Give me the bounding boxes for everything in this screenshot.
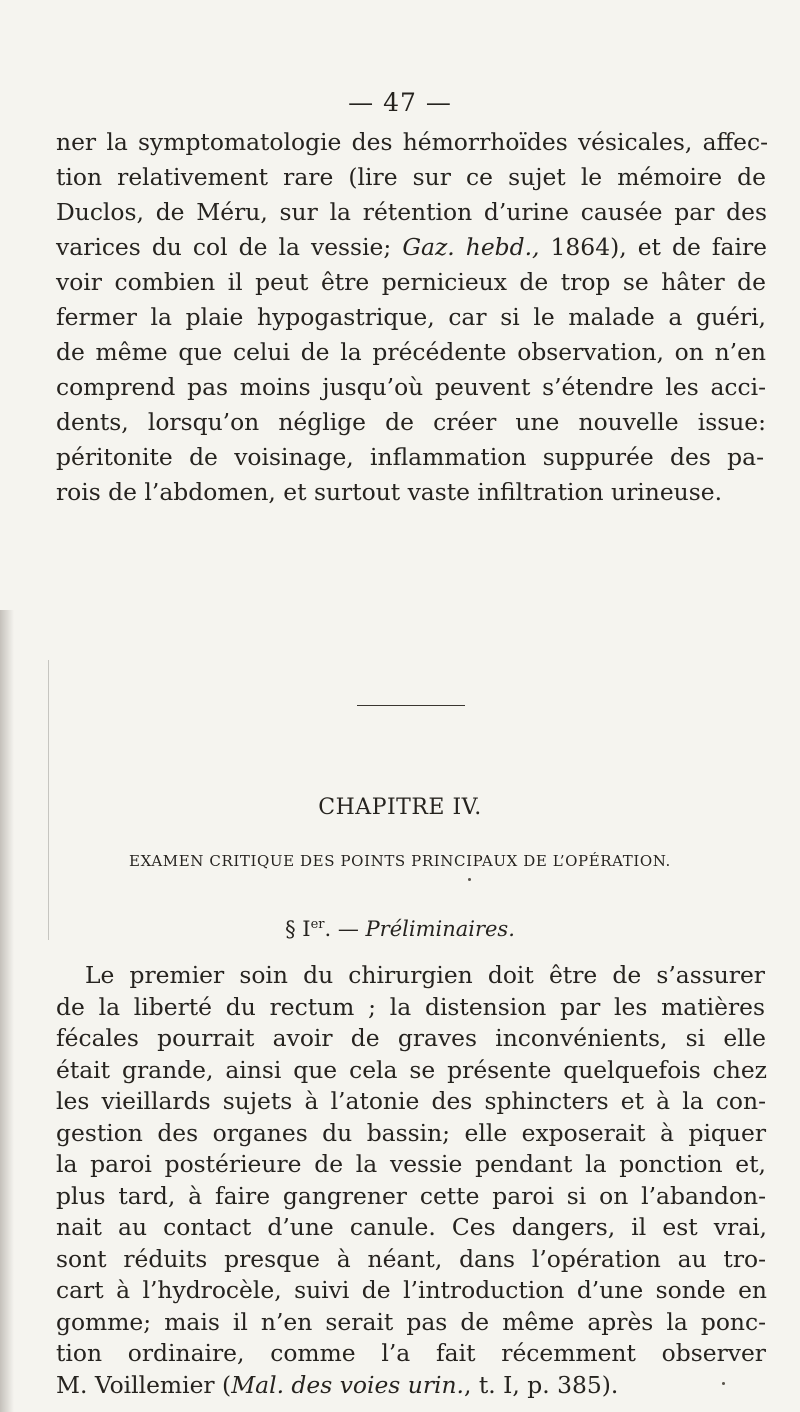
- text-line: Duclos, de Méru, sur la rétention d’urine causée par des: [56, 198, 767, 226]
- text-segment: et: [637, 233, 661, 261]
- ink-speck: [722, 1382, 725, 1385]
- section-heading: EXAMEN CRITIQUE DES POINTS PRINCIPAUX DE L’OPÉRATION.: [129, 852, 671, 870]
- subsection-ordinal: er: [310, 917, 325, 932]
- text-segment: , t. I, p. 385).: [463, 1370, 619, 1399]
- text-segment: col: [192, 233, 228, 261]
- text-segment: 1864),: [550, 233, 627, 261]
- text-line: tion ordinaire, comme l’a fait récemment observer: [56, 1339, 766, 1367]
- text-line: péritonite de voisinage, inflammation suppurée des pa-: [56, 443, 764, 471]
- text-segment: faire: [711, 233, 767, 261]
- text-line: fermer la plaie hypogastrique, car si le malade a guéri,: [56, 303, 766, 331]
- text-line: de même que celui de la précédente observation, on n’en: [56, 338, 766, 366]
- text-line: plus tard, à faire gangrener cette paroi si on l’abandon-: [56, 1181, 766, 1210]
- text-line: voir combien il peut être pernicieux de trop se hâter de: [56, 268, 766, 296]
- text-line: rois de l’abdomen, et surtout vaste infiltration urineuse.: [56, 478, 723, 506]
- text-line: était grande, ainsi que cela se présente quelquefois chez: [56, 1055, 767, 1084]
- text-line: tion relativement rare (lire sur ce sujet le mémoire de: [56, 163, 766, 191]
- text-segment: la: [278, 233, 300, 261]
- text-line: comprend pas moins jusqu’où peuvent s’étendre les acci-: [56, 373, 766, 401]
- ink-speck: [468, 878, 471, 881]
- text-line: les vieillards sujets à l’atonie des sphincters et à la con-: [56, 1087, 766, 1115]
- binding-shadow: [0, 610, 14, 1412]
- text-line: sont réduits presque à néant, dans l’opération au tro-: [56, 1244, 766, 1273]
- text-segment: de: [238, 233, 268, 261]
- citation-journal: hebd.,: [465, 233, 540, 261]
- section-divider: [357, 705, 465, 706]
- text-line: gestion des organes du bassin; elle exposerait à piquer: [56, 1118, 766, 1147]
- text-segment: vessie;: [311, 233, 392, 261]
- subsection-number: § I: [285, 917, 311, 941]
- text-line: la paroi postérieure de la vessie pendant la ponction et,: [56, 1150, 766, 1178]
- subsection-title: Préliminaires.: [365, 917, 515, 941]
- chapter-title: CHAPITRE IV.: [318, 795, 482, 820]
- text-line: nait au contact d’une canule. Ces dangers, il est vrai,: [56, 1213, 767, 1241]
- text-line: de la liberté du rectum ; la distension par les matières: [56, 992, 765, 1021]
- text-line: fécales pourrait avoir de graves inconvénients, si elle: [56, 1024, 766, 1052]
- text-segment: de: [671, 233, 701, 261]
- text-line: ner la symptomatologie des hémorrhoïdes vésicales, affec-: [56, 128, 768, 156]
- text-line: [56, 232, 767, 262]
- page-number: — 47 —: [348, 88, 452, 117]
- citation-journal: Gaz.: [402, 233, 455, 261]
- text-line: gomme; mais il n’en serait pas de même après la ponc-: [56, 1307, 766, 1336]
- text-segment: du: [151, 233, 182, 261]
- text-segment: varices: [56, 233, 141, 261]
- text-line: [56, 1370, 618, 1400]
- citation-work: Mal. des voies urin.: [231, 1370, 464, 1399]
- subsection-dash: . —: [324, 917, 366, 941]
- text-line: dents, lorsqu’on néglige de créer une nouvelle issue:: [56, 408, 766, 436]
- text-segment: M. Voillemier (: [56, 1370, 232, 1399]
- subsection-heading: [0, 917, 800, 941]
- text-line: cart à l’hydrocèle, suivi de l’introduction d’une sonde en: [56, 1276, 767, 1304]
- text-line: Le premier soin du chirurgien doit être de s’assurer: [85, 961, 765, 989]
